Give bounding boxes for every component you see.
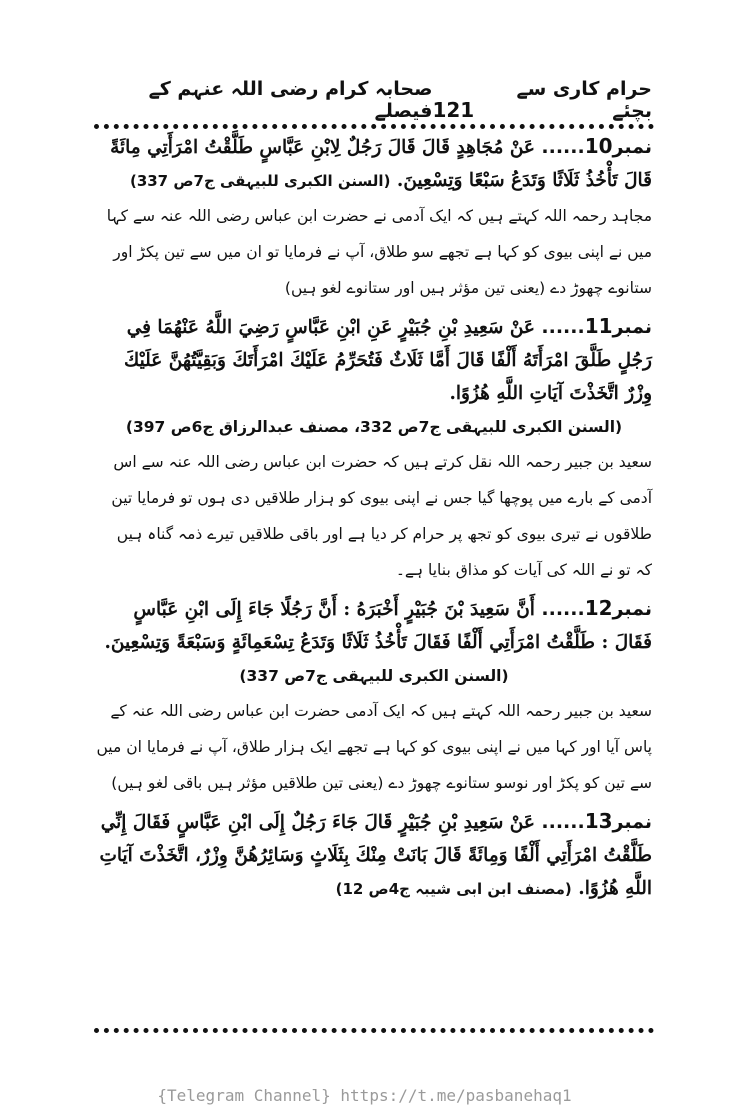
hadith-11-reference: (السنن الکبری للبیہقی ج7ص 332، مصنف عبدالرزاق ج6ص 397) [125,418,623,436]
footer-divider [94,1028,654,1033]
page-body [96,130,652,906]
hadith-12-arabic: نمبر12...... أَنَّ سَعِيدَ بْنَ جُبَيْرٍ أَخْبَرَهُ : أَنَّ رَجُلًا جَاءَ إِلَى ابْنِ عَبَّاسٍ فَقَالَ : طَلَّقْتُ امْرَأَتِي أَلْفًا فَقَالَ تَأْخُذُ ثَلَاثًا وَتَدَعُ تِسْعَمِائَةٍ وَسَبْعَةً وَتِسْعِينَ. [104,596,652,653]
hadith-10-arabic: نمبر10...... عَنْ مُجَاهِدٍ قَالَ قَالَ رَجُلٌ لِابْنِ عَبَّاسٍ طَلَّقْتُ امْرَأَتِي مِائَةً قَالَ تَأْخُذُ ثَلَاثًا وَتَدَعُ سَبْعًا وَتِسْعِينَ. (السنن الکبری للبیہقی ج7ص 337) [110,134,652,191]
hadith-11-translation: سعید بن جبیر رحمہ اللہ نقل کرتے ہیں کہ حضرت ابن عباس رضی اللہ عنہ سے اس آدمی کے بارے میں پوچھا گیا جس نے اپنی بیوی کو ہزار طلاقیں دی ہوں تو فرمایا تین طلاقوں نے تیری بیوی کو تجھ پر حرام کر دیا ہے اور باقی طلاقیں تیرے ذمہ گناہ ہیں کہ تو نے اللہ کی آیات کو مذاق بنایا ہے۔ [111,453,652,579]
page-number: 121 [432,98,475,122]
hadith-11-arabic: نمبر11...... عَنْ سَعِيدِ بْنِ جُبَيْرٍ عَنِ ابْنِ عَبَّاسٍ رَضِيَ اللَّهُ عَنْهُمَا فِي رَجُلٍ طَلَّقَ امْرَأَتَهُ أَلْفًا قَالَ أَمَّا ثَلَاثٌ فَتُحَرِّمُ عَلَيْكَ امْرَأَتَكَ وَبَقِيَّتُهُنَّ عَلَيْكَ وِزْرٌ اتَّخَذْتَ آيَاتِ اللَّهِ هُزُوًا. [123,314,652,404]
header-left-title: صحابہ کرام رضی اللہ عنہم کے فیصلے [148,78,433,122]
hadith-13-arabic: نمبر13...... عَنْ سَعِيدِ بْنِ جُبَيْرٍ قَالَ جَاءَ رَجُلٌ إِلَى ابْنِ عَبَّاسٍ فَقَالَ إِنِّي طَلَّقْتُ امْرَأَتِي أَلْفًا وَمِائَةً قَالَ بَانَتْ مِنْكَ بِثَلَاثٍ وَسَائِرُهُنَّ وِزْرٌ، اتَّخَذْتَ آيَاتِ اللَّهِ هُزُوًا. (مصنف ابن ابی شیبہ ج4ص 12) [99,809,652,899]
running-header [92,78,652,122]
hadith-11-number: نمبر11...... [541,314,652,338]
header-divider [94,124,654,129]
header-right-title: حرام کاری سے بچئے [516,78,652,122]
hadith-10-translation: مجاہد رحمہ اللہ کہتے ہیں کہ ایک آدمی نے حضرت ابن عباس رضی اللہ عنہ سے کہا میں نے اپنی بیوی کو کہا ہے تجھے سو طلاق، آپ نے فرمایا تو ان میں سے تین پکڑ اور ستانوے چھوڑ دے (یعنی تین مؤثر ہیں اور ستانوے لغو ہیں) [106,207,652,297]
hadith-12-reference: (السنن الکبری للبیہقی ج7ص 337) [239,667,509,685]
watermark-footer: {Telegram Channel} https://t.me/pasbanehaq1 [157,1086,572,1105]
hadith-13-reference: (مصنف ابن ابی شیبہ ج4ص 12) [335,880,572,898]
hadith-12-translation: سعید بن جبیر رحمہ اللہ کہتے ہیں کہ ایک آدمی حضرت ابن عباس رضی اللہ عنہ کے پاس آیا اور کہا میں نے اپنی بیوی کو کہا ہے تجھے ایک ہزار طلاق، آپ نے فرمایا ان میں سے تین کو پکڑ اور نوسو ستانوے چھوڑ دے (یعنی تین طلاقیں مؤثر ہیں باقی لغو ہیں) [96,702,652,792]
hadith-12-number: نمبر12...... [541,596,652,620]
hadith-10-reference: (السنن الکبری للبیہقی ج7ص 337) [129,172,391,190]
hadith-13-number: نمبر13...... [541,809,652,833]
hadith-10-number: نمبر10...... [541,134,652,158]
